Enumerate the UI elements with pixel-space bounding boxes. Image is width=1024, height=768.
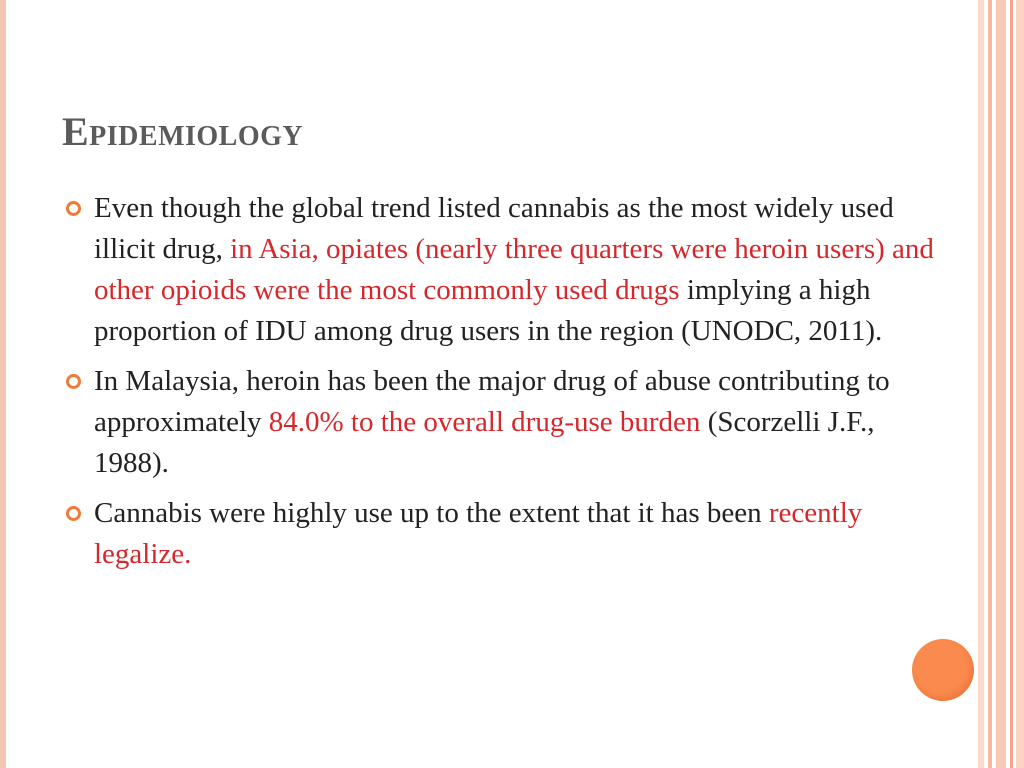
hollow-circle-bullet-icon [66, 506, 81, 521]
hollow-circle-bullet-icon [66, 374, 81, 389]
right-border-stripe [996, 0, 1006, 768]
bullet-item [62, 493, 952, 575]
right-border-stripe [978, 0, 984, 768]
bullet-item [62, 361, 952, 484]
right-border-stripe [1016, 0, 1024, 768]
bullet-text-normal: implying a high proportion of IDU among drug users in the region (UNODC, 2011). [94, 274, 883, 347]
bullet-text-normal: (Scorzelli J.F., 1988). [94, 406, 875, 479]
slide-title: Epidemiology [62, 109, 304, 154]
bullet-text-normal: In Malaysia, heroin has been the major drug of abuse contributing to approximately [94, 365, 890, 438]
right-border-stripe [988, 0, 992, 768]
bullet-list [62, 188, 952, 584]
bullet-text-normal: Cannabis were highly use up to the extent that it has been [94, 497, 769, 529]
hollow-circle-bullet-icon [66, 201, 81, 216]
bullet-text-highlight: 84.0% to the overall drug-use burden [268, 406, 701, 438]
bullet-text-highlight: recently legalize. [94, 497, 863, 570]
left-border-stripe [0, 0, 6, 768]
right-border-stripe [1010, 0, 1013, 768]
bullet-text-highlight: in Asia, opiates (nearly three quarters were heroin users) and other opioids were the most commonly used drugs [94, 233, 934, 306]
bullet-text-normal: Even though the global trend listed cannabis as the most widely used illicit drug, [94, 192, 894, 265]
bullet-item [62, 188, 952, 352]
orange-circle-decoration [912, 639, 974, 701]
